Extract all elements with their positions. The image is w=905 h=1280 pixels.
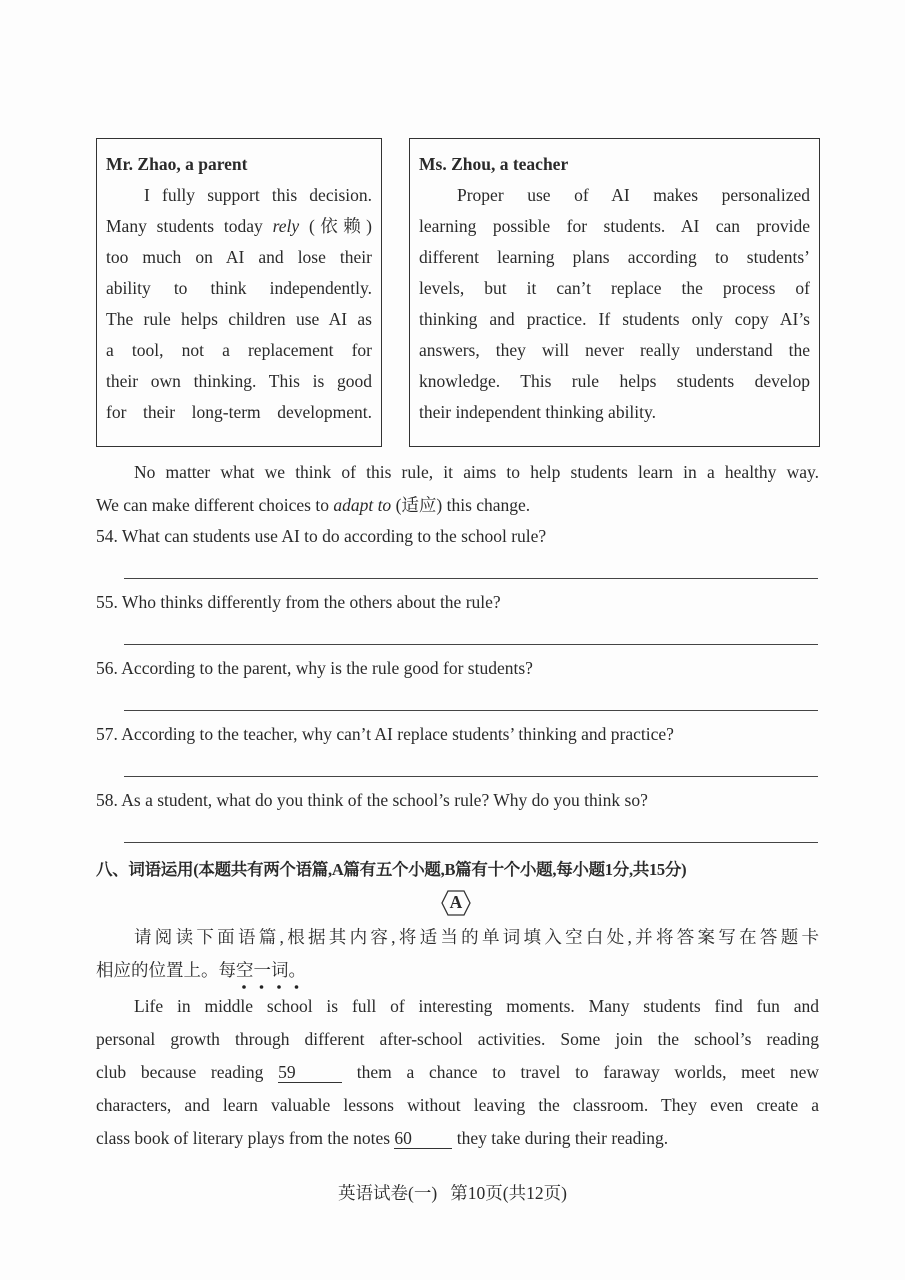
box-title: Ms. Zhou, a teacher — [419, 154, 569, 174]
text-line: I fully support this decision. — [144, 185, 372, 205]
question-54: 54. What can students use AI to do according to the school rule? — [96, 526, 547, 546]
text-line: personal growth through different after-school activities. Some join the school’s reading — [96, 1029, 819, 1049]
text-line: club because reading 59 them a chance to travel to faraway worlds, meet new — [96, 1062, 820, 1082]
box-title: Mr. Zhao, a parent — [106, 154, 248, 174]
page-footer: 英语试卷(一) 第10页(共12页) — [338, 1183, 567, 1203]
text-line: No matter what we think of this rule, it aims to help students learn in a healthy way. — [134, 462, 819, 482]
parent-opinion-box — [96, 138, 382, 447]
conclusion-paragraph — [96, 456, 819, 522]
answer-line-54[interactable] — [124, 578, 818, 579]
text-line: class book of literary plays from the notes 60 they take during their reading. — [96, 1128, 669, 1148]
question-57: 57. According to the teacher, why can’t AI replace students’ thinking and practice? — [96, 724, 674, 744]
text-line: Life in middle school is full of interesting moments. Many students find fun and — [134, 996, 819, 1016]
blank-59[interactable]: 59 — [278, 1062, 342, 1083]
part-a-label — [441, 890, 471, 916]
text-line: a tool, not a replacement for — [106, 340, 372, 360]
instruction — [96, 921, 819, 987]
text-line: too much on AI and lose their — [106, 247, 372, 267]
text-line: their independent thinking ability. — [419, 402, 657, 422]
text-line: thinking and practice. If students only copy AI’s — [419, 309, 810, 329]
question-55: 55. Who thinks differently from the others about the rule? — [96, 592, 501, 612]
question-58: 58. As a student, what do you think of the school’s rule? Why do you think so? — [96, 790, 648, 810]
text-line: knowledge. This rule helps students develop — [419, 371, 810, 391]
text-line: The rule helps children use AI as — [106, 309, 372, 329]
answer-line-56[interactable] — [124, 710, 818, 711]
text-line: their own thinking. This is good — [106, 371, 372, 391]
text-line: Many students today rely (依赖) — [106, 216, 373, 236]
text-line: 相应的位置上。每空一词。 — [96, 960, 306, 980]
answer-line-58[interactable] — [124, 842, 818, 843]
text-line: learning possible for students. AI can provide — [419, 216, 810, 236]
text-line: characters, and learn valuable lessons without leaving the classroom. They even create a — [96, 1095, 819, 1115]
text-line: 请阅读下面语篇,根据其内容,将适当的单词填入空白处,并将答案写在答题卡 — [134, 927, 819, 947]
text-line: We can make different choices to adapt to (适应) this change. — [96, 495, 531, 515]
blank-60[interactable]: 60 — [394, 1128, 452, 1149]
section-title: 八、词语运用(本题共有两个语篇,A篇有五个小题,B篇有十个小题,每小题1分,共15分) — [96, 860, 687, 879]
question-56: 56. According to the parent, why is the rule good for students? — [96, 658, 533, 678]
answer-line-55[interactable] — [124, 644, 818, 645]
text-line: levels, but it can’t replace the process of — [419, 278, 810, 298]
teacher-opinion-box — [409, 138, 820, 447]
text-line: ability to think independently. — [106, 278, 372, 298]
part-letter: A — [449, 892, 463, 912]
text-line: different learning plans according to students’ — [419, 247, 810, 267]
text-line: for their long-term development. — [106, 402, 372, 422]
text-line: Proper use of AI makes personalized — [457, 185, 810, 205]
text-line: answers, they will never really understand the — [419, 340, 810, 360]
passage — [96, 990, 819, 1155]
answer-line-57[interactable] — [124, 776, 818, 777]
